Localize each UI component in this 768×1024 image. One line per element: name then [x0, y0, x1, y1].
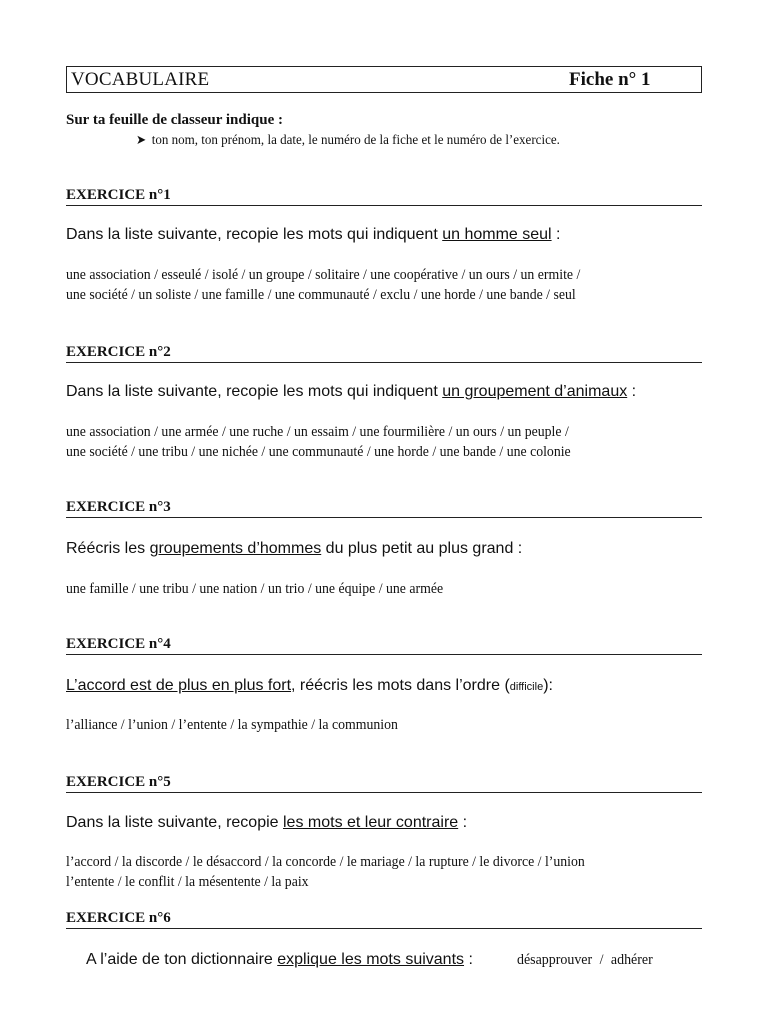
prompt-end: :: [627, 383, 637, 400]
exercise-3-heading: EXERCICE n°3: [66, 499, 702, 518]
word-item: adhérer: [610, 952, 653, 968]
word-list-line: une société / un soliste / une famille / une communauté / exclu / une horde / une bande / seul: [66, 287, 576, 303]
prompt-text: , réécris les mots dans l’ordre (: [291, 677, 510, 694]
exercise-6-prompt: [86, 951, 473, 969]
prompt-text: Dans la liste suivante, recopie: [66, 814, 283, 831]
exercise-4-heading: EXERCICE n°4: [66, 636, 702, 655]
prompt-underlined: les mots et leur contraire: [283, 814, 459, 831]
exercise-5-word-list: [66, 852, 664, 892]
exercise-1-heading: EXERCICE n°1: [66, 187, 702, 206]
prompt-text: Dans la liste suivante, recopie les mots qui indiquent: [66, 226, 443, 243]
prompt-small-note: difficile: [509, 681, 544, 693]
prompt-text: A l’aide de ton dictionnaire: [86, 951, 278, 968]
instructions-item: [136, 132, 560, 149]
exercise-1-prompt: [66, 226, 560, 244]
prompt-end: du plus petit au plus grand :: [321, 540, 523, 557]
prompt-end: :: [458, 814, 468, 831]
word-list-line: l’alliance / l’union / l’entente / la sympathie / la communion: [66, 717, 398, 733]
exercise-5-heading: EXERCICE n°5: [66, 774, 702, 793]
word-list-line: une famille / une tribu / une nation / un trio / une équipe / une armée: [66, 581, 444, 597]
arrow-bullet-icon: ➤: [136, 132, 147, 147]
exercise-4-word-list: [66, 715, 664, 735]
prompt-underlined: groupements d’hommes: [149, 540, 322, 557]
word-list-line: l’entente / le conflit / la mésentente / la paix: [66, 874, 309, 890]
instructions-title: Sur ta feuille de classeur indique :: [66, 112, 283, 128]
exercise-2-heading: EXERCICE n°2: [66, 344, 702, 363]
prompt-end: :: [551, 226, 561, 243]
sheet-number: Fiche n° 1: [569, 69, 651, 90]
word-separator: /: [599, 952, 604, 968]
prompt-underlined: explique les mots suivants: [277, 951, 465, 968]
prompt-text: Réécris les: [66, 540, 150, 557]
exercise-2-word-list: [66, 422, 664, 462]
prompt-end: ):: [543, 677, 553, 694]
exercise-4-prompt: [66, 677, 553, 695]
exercise-6-heading: EXERCICE n°6: [66, 910, 702, 929]
exercise-5-prompt: [66, 814, 467, 832]
exercise-3-prompt: [66, 540, 522, 558]
exercise-1-word-list: [66, 265, 664, 305]
exercise-3-word-list: [66, 579, 664, 599]
word-list-line: une société / une tribu / une nichée / une communauté / une horde / une bande / une colonie: [66, 444, 571, 460]
prompt-text: Dans la liste suivante, recopie les mots qui indiquent: [66, 383, 443, 400]
prompt-end: :: [464, 951, 473, 968]
instructions-item-text: ton nom, ton prénom, la date, le numéro de la fiche et le numéro de l’exercice.: [151, 133, 560, 148]
prompt-underlined: un homme seul: [442, 226, 552, 243]
exercise-2-prompt: [66, 383, 636, 401]
page-title: VOCABULAIRE: [71, 69, 210, 90]
prompt-underlined: L’accord est de plus en plus fort: [66, 677, 292, 694]
word-list-line: une association / esseulé / isolé / un groupe / solitaire / une coopérative / un ours / un ermite /: [66, 267, 581, 283]
word-list-line: l’accord / la discorde / le désaccord / la concorde / le mariage / la rupture / le divorce / l’union: [66, 854, 585, 870]
word-list-line: une association / une armée / une ruche / un essaim / une fourmilière / un ours / un peuple /: [66, 424, 569, 440]
exercise-6-words: [517, 952, 653, 969]
prompt-underlined: un groupement d’animaux: [442, 383, 628, 400]
word-item: désapprouver: [517, 952, 593, 968]
header-box: [66, 66, 702, 93]
